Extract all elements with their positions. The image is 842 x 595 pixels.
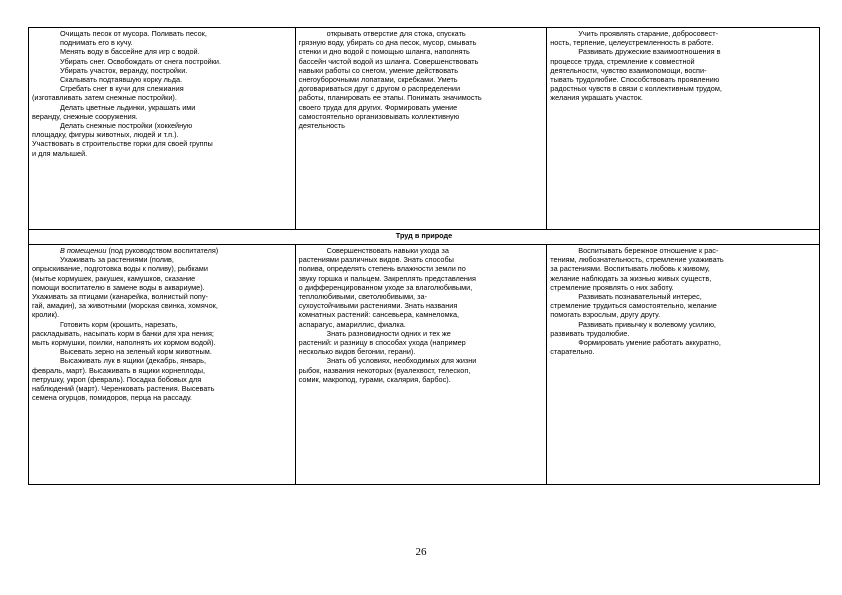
- text-line: и для малышей.: [32, 148, 88, 158]
- text-line: помогать взрослым, другу другу.: [550, 310, 661, 320]
- text-line: Высаживать лук в ящики (декабрь, январь,: [60, 356, 206, 366]
- heading-italic: В помещении: [60, 246, 107, 255]
- text-line: старательно.: [550, 347, 595, 357]
- text-line: помощи воспитателю в замене воды в аквариуме).: [32, 282, 205, 292]
- table-cell-activities: [29, 28, 296, 230]
- text-line: (мытье кормушек, ракушек, камушков, сказание: [32, 273, 196, 283]
- table-row: [29, 245, 820, 485]
- text-line: растений: и разницу в способах ухода (например: [298, 338, 466, 348]
- text-line: развивать трудолюбие.: [550, 328, 630, 338]
- text-line: радостных чувств в связи с коллективным трудом,: [550, 84, 722, 94]
- text-line: Очищать песок от мусора. Поливать песок,: [60, 29, 207, 38]
- section-row: [29, 230, 820, 245]
- text-line: Убирать участок, веранду, постройки.: [60, 65, 188, 75]
- text-line: раскладывать, насыпать корм в банки для хра нения;: [32, 328, 214, 338]
- text-line: о дифференцированном уходе за влаголюбивыми,: [298, 282, 473, 292]
- text-line: Сгребать снег в кучи для слежиания: [60, 84, 184, 94]
- text-line: своего труда для других. Формировать умение: [298, 102, 458, 112]
- text-line: тывать трудолюбие. Способствовать проявлению: [550, 75, 720, 85]
- page-number: 26: [415, 546, 427, 558]
- text-line: веранду, снежные сооружения.: [32, 111, 138, 121]
- text-line: аспарагус, амариллис, фиалка.: [298, 319, 406, 329]
- text-line: самостоятельно организовывать коллективную: [298, 111, 460, 121]
- text-line: несколько видов бегонии, герани).: [298, 347, 416, 357]
- text-line: Знать разновидности одних и тех же: [326, 328, 451, 338]
- text-line: деятельности, чувство взаимопомощи, воспи-: [550, 65, 707, 75]
- text-line: теплолюбивыми, светолюбивыми, за-: [298, 292, 427, 302]
- text-line: ность, терпение, целеустремленность в работе.: [550, 38, 714, 48]
- text-line: Делать цветные льдинки, украшать ими: [60, 102, 196, 112]
- table-cell-goals: [547, 245, 820, 485]
- text-line: Развивать привычку к волевому усилию,: [578, 319, 716, 329]
- text-line: февраль, март). Высаживать в ящики корнеплоды,: [32, 365, 206, 375]
- text-line: звуку горшка и пальцем. Закреплять представления: [298, 273, 476, 283]
- text-line: открывать отверстие для стока, спускать: [326, 29, 466, 38]
- text-line: Готовить корм (крошить, нарезать,: [60, 319, 178, 329]
- text-line: полива, определять степень влажности земли по: [298, 264, 466, 274]
- text-line: наблюдений (март). Черенковать растения. Высевать: [32, 384, 215, 394]
- text-line: стремление трудиться самостоятельно, желание: [550, 301, 717, 311]
- table-cell-tasks: [295, 28, 547, 230]
- text-line: бассейн чистой водой из шланга. Совершенствовать: [298, 56, 479, 66]
- text-line: Развивать познавательный интерес,: [578, 292, 702, 302]
- text-line: процессе труда, стремление к совместной: [550, 56, 695, 66]
- text-line: договариваться друг с другом о распределении: [298, 84, 461, 94]
- cell-heading: [32, 246, 292, 255]
- text-line: поднимать его в кучу.: [60, 38, 133, 48]
- text-line: Совершенствовать навыки ухода за: [326, 246, 449, 255]
- table-cell-tasks: [295, 245, 547, 485]
- text-line: Участвовать в строительстве горки для своей группы: [32, 139, 213, 149]
- text-line: Учить проявлять старание, добросовест-: [578, 29, 719, 38]
- text-line: сомик, макропод, гурами, скалярия, барбос).: [298, 374, 451, 384]
- heading-rest: (под руководством воспитателя): [106, 246, 219, 255]
- text-line: петрушку, укроп (февраль). Посадка бобовых для: [32, 374, 202, 384]
- text-line: Скалывать подтаявшую корку льда.: [60, 75, 183, 85]
- text-line: Развивать дружеские взаимоотношения в: [578, 47, 721, 57]
- text-line: семена огурцов, помидоров, перца на рассаду.: [32, 393, 192, 403]
- text-line: за растениями. Воспитывать любовь к живому,: [550, 264, 710, 274]
- text-line: снегоуборочными лопатами, скребками. Уметь: [298, 75, 458, 85]
- text-line: Знать об условиях, необходимых для жизни: [326, 356, 477, 366]
- plan-table: [28, 27, 820, 485]
- text-line: желания украшать участок.: [550, 93, 643, 103]
- table-cell-goals: [547, 28, 820, 230]
- text-line: тениям, любознательность, стремление ухаживать: [550, 255, 724, 265]
- text-line: грязную воду, убирать со дна песок, мусор, смывать: [298, 38, 477, 48]
- text-line: Ухаживать за птицами (канарейка, волнистый попу-: [32, 292, 208, 302]
- text-line: растениями различных видов. Знать способы: [298, 255, 454, 265]
- text-line: Ухаживать за растениями (полив,: [60, 255, 174, 265]
- text-line: рыбок, названия некоторых (вуалехвост, телескоп,: [298, 365, 471, 375]
- table-row: [29, 28, 820, 230]
- text-line: деятельность: [298, 121, 345, 131]
- text-line: (изготавливать затем снежные постройки).: [32, 93, 177, 103]
- text-line: желание наблюдать за жизнью живых существ,: [550, 273, 712, 283]
- table-cell-activities: [29, 245, 296, 485]
- text-line: Высевать зерно на зеленый корм животным.: [60, 347, 212, 357]
- text-line: комнатных растений: сансевьера, камнеломка,: [298, 310, 460, 320]
- text-line: Формировать умение работать аккуратно,: [578, 338, 721, 348]
- text-line: стремление проявлять о них заботу.: [550, 282, 674, 292]
- text-line: Воспитывать бережное отношение к рас-: [578, 246, 719, 255]
- text-line: площадку, фигуры животных, людей и т.п.).: [32, 130, 179, 140]
- text-line: Убирать снег. Освобождать от снега постройки.: [60, 56, 222, 66]
- text-line: Делать снежные постройки (хоккейную: [60, 121, 193, 131]
- text-line: мыть кормушки, поилки, наполнять их кормом водой).: [32, 338, 216, 348]
- text-line: стенки и дно водой с помощью шланга, наполнять: [298, 47, 470, 57]
- text-line: гай, амадин), за животными (морская свинка, хомячок,: [32, 301, 218, 311]
- text-line: Менять воду в бассейне для игр с водой.: [60, 47, 200, 57]
- section-title: Труд в природе: [29, 230, 820, 245]
- text-line: работы, планировать ее этапы. Понимать значимость: [298, 93, 482, 103]
- text-line: навыки работы со снегом, умение действовать: [298, 65, 459, 75]
- text-line: опрыскивание, подготовка воды к поливу), рыбками: [32, 264, 208, 274]
- text-line: сухоустойчивыми растениями. Знать названия: [298, 301, 458, 311]
- text-line: кролик).: [32, 310, 60, 320]
